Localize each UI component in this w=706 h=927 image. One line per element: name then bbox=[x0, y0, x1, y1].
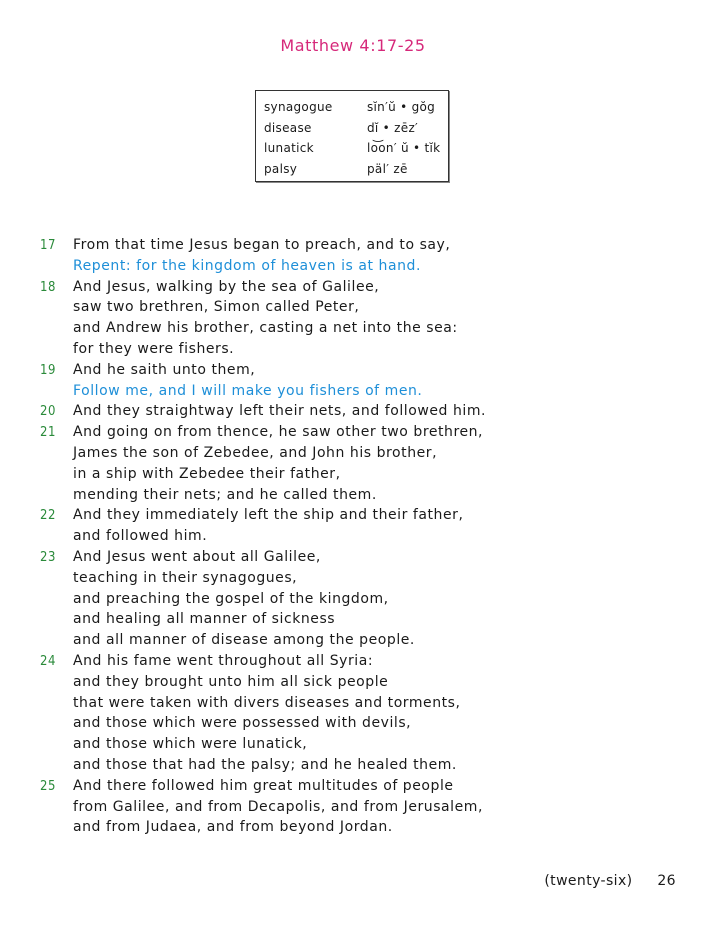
verse-text: And there followed him great multitudes of people bbox=[73, 777, 454, 794]
verse-text: And going on from thence, he saw other two brethren, bbox=[73, 424, 484, 441]
verse-number: 20 bbox=[40, 404, 56, 420]
verse-line bbox=[0, 341, 706, 362]
pronunciation-row bbox=[264, 97, 448, 118]
verse-text: teaching in their synagogues, bbox=[73, 569, 298, 586]
verse-line bbox=[0, 632, 706, 653]
verse-line bbox=[0, 528, 706, 549]
verse-text: and preaching the gospel of the kingdom, bbox=[73, 590, 389, 607]
verse-line bbox=[0, 653, 706, 674]
pronunciation-row bbox=[264, 138, 448, 159]
verse-line bbox=[0, 237, 706, 258]
verse-text: And they straightway left their nets, and followed him. bbox=[73, 403, 487, 420]
verse-line bbox=[0, 674, 706, 695]
verse-line bbox=[0, 715, 706, 736]
pronunciation-respelling: päl′ zē bbox=[367, 161, 408, 176]
verse-line bbox=[0, 299, 706, 320]
verse-text: and healing all manner of sickness bbox=[73, 611, 336, 628]
verse-text: that were taken with divers diseases and torments, bbox=[73, 694, 461, 711]
verse-text: mending their nets; and he called them. bbox=[73, 486, 377, 503]
pronunciation-respelling: lo͝on′ ŭ • tĭk bbox=[367, 141, 441, 156]
verse-text: And they immediately left the ship and their father, bbox=[73, 507, 464, 524]
verse-line bbox=[0, 778, 706, 799]
verse-text: And Jesus, walking by the sea of Galilee, bbox=[73, 278, 380, 295]
pronunciation-word: palsy bbox=[264, 161, 298, 176]
verse-number: 19 bbox=[40, 362, 56, 378]
verse-line bbox=[0, 695, 706, 716]
verse-line bbox=[0, 362, 706, 383]
verse-line bbox=[0, 611, 706, 632]
verse-line bbox=[0, 279, 706, 300]
verse-line bbox=[0, 757, 706, 778]
pronunciation-row bbox=[264, 159, 448, 180]
verse-text: and those which were lunatick, bbox=[73, 736, 308, 753]
verse-text: and from Judaea, and from beyond Jordan. bbox=[73, 819, 393, 836]
verse-line bbox=[0, 570, 706, 591]
verse-number: 17 bbox=[40, 238, 56, 253]
verse-text: and followed him. bbox=[73, 528, 208, 545]
verse-number: 22 bbox=[40, 508, 56, 524]
verse-line bbox=[0, 799, 706, 820]
verse-line bbox=[0, 507, 706, 528]
verse-text: and Andrew his brother, casting a net into the sea: bbox=[73, 320, 458, 337]
verse-text: and those that had the palsy; and he healed them. bbox=[73, 756, 457, 773]
page-number: 26 bbox=[657, 873, 676, 889]
verse-text: James the son of Zebedee, and John his brother, bbox=[73, 444, 438, 461]
pronunciation-respelling: sĭn′ŭ • gŏg bbox=[367, 100, 436, 115]
verse-line bbox=[0, 445, 706, 466]
verse-line bbox=[0, 487, 706, 508]
pronunciation-guide bbox=[255, 90, 449, 182]
words-of-jesus-text: Follow me, and I will make you fishers of men. bbox=[73, 382, 423, 399]
page-footer bbox=[544, 873, 676, 889]
page-number-words: (twenty-six) bbox=[544, 873, 633, 889]
verse-line bbox=[0, 258, 706, 279]
verse-list bbox=[0, 237, 706, 840]
verse-text: saw two brethren, Simon called Peter, bbox=[73, 299, 360, 316]
passage-title: Matthew 4:17-25 bbox=[280, 36, 426, 55]
verse-text: in a ship with Zebedee their father, bbox=[73, 465, 341, 482]
pronunciation-respelling: dĭ • zēz′ bbox=[367, 120, 419, 135]
verse-line bbox=[0, 403, 706, 424]
verse-line bbox=[0, 591, 706, 612]
verse-line bbox=[0, 383, 706, 404]
verse-number: 18 bbox=[40, 279, 56, 295]
verse-text: From that time Jesus began to preach, and to say, bbox=[73, 237, 451, 253]
verse-text: And his fame went throughout all Syria: bbox=[73, 652, 374, 669]
words-of-jesus-text: Repent: for the kingdom of heaven is at hand. bbox=[73, 257, 421, 274]
verse-number: 23 bbox=[40, 549, 56, 565]
verse-line bbox=[0, 819, 706, 840]
pronunciation-word: lunatick bbox=[264, 141, 314, 156]
verse-text: from Galilee, and from Decapolis, and from Jerusalem, bbox=[73, 798, 483, 815]
verse-number: 24 bbox=[40, 653, 56, 669]
verse-number: 21 bbox=[40, 425, 56, 441]
verse-text: for they were fishers. bbox=[73, 340, 235, 357]
verse-number: 25 bbox=[40, 778, 56, 794]
verse-text: and those which were possessed with devils, bbox=[73, 715, 412, 732]
pronunciation-word: synagogue bbox=[264, 100, 333, 115]
verse-line bbox=[0, 424, 706, 445]
pronunciation-row bbox=[264, 118, 448, 139]
verse-text: And Jesus went about all Galilee, bbox=[73, 548, 321, 565]
verse-text: And he saith unto them, bbox=[73, 361, 256, 378]
verse-line bbox=[0, 466, 706, 487]
verse-line bbox=[0, 320, 706, 341]
verse-text: and they brought unto him all sick people bbox=[73, 673, 389, 690]
verse-line bbox=[0, 736, 706, 757]
verse-text: and all manner of disease among the people. bbox=[73, 632, 415, 649]
pronunciation-word: disease bbox=[264, 120, 312, 135]
verse-line bbox=[0, 549, 706, 570]
